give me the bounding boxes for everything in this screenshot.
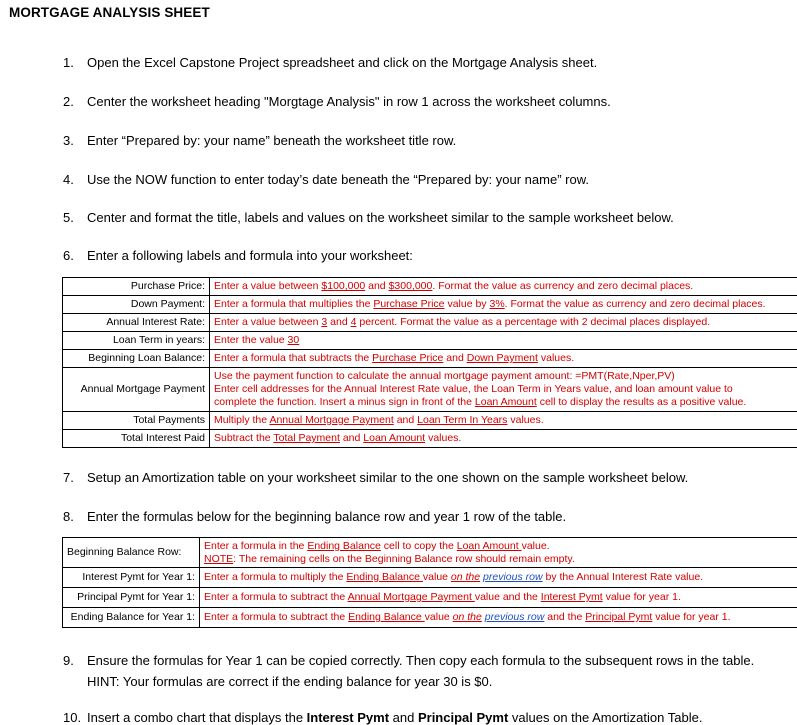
row-instruction: Enter a formula that multiplies the Purchase Price value by 3%. Format the value as currency and zero decimal places. bbox=[210, 296, 797, 314]
row-instruction: Enter a formula to subtract the Ending Balance value on the previous row and the Principal Pymt value for year 1. bbox=[200, 608, 797, 628]
mortgage-labels-table bbox=[62, 277, 797, 448]
hint-text: HINT: Your formulas are correct if the ending balance for year 30 is $0. bbox=[87, 674, 492, 689]
row-label: Beginning Loan Balance: bbox=[63, 350, 210, 368]
table-row bbox=[63, 332, 797, 350]
row-instruction: Use the payment function to calculate the annual mortgage payment amount: =PMT(Rate,Nper,PV) Enter cell addresses for the Annual Interest Rate value, the Loan Term in Years value, and loan amount value to complete the function. Insert a minus sign in front of the Loan Amount cell to display the results as a positive value. bbox=[210, 368, 797, 412]
table-row bbox=[63, 350, 797, 368]
table-row bbox=[63, 538, 797, 568]
row-instruction: Multiply the Annual Mortgage Payment and Loan Term In Years values. bbox=[210, 412, 797, 430]
row-instruction: Enter a formula that subtracts the Purchase Price and Down Payment values. bbox=[210, 350, 797, 368]
table-row bbox=[63, 430, 797, 448]
row-label: Principal Pymt for Year 1: bbox=[63, 588, 200, 608]
row-instruction: Enter a formula in the Ending Balance cell to copy the Loan Amount value. NOTE: The remaining cells on the Beginning Balance row should remain empty. bbox=[200, 538, 797, 568]
row-label: Down Payment: bbox=[63, 296, 210, 314]
row-label: Annual Interest Rate: bbox=[63, 314, 210, 332]
step-3: 3. Enter “Prepared by: your name” beneath the worksheet title row. bbox=[63, 133, 456, 148]
row-label: Purchase Price: bbox=[63, 278, 210, 296]
row-label: Ending Balance for Year 1: bbox=[63, 608, 200, 628]
table-row bbox=[63, 296, 797, 314]
step-2: 2. Center the worksheet heading "Morgtage Analysis" in row 1 across the worksheet columns. bbox=[63, 94, 611, 109]
step-9: 9. Ensure the formulas for Year 1 can be copied correctly. Then copy each formula to the subsequent rows in the table. bbox=[63, 653, 754, 668]
table-row bbox=[63, 314, 797, 332]
step-5: 5. Center and format the title, labels and values on the worksheet similar to the sample worksheet below. bbox=[63, 210, 674, 225]
table-row bbox=[63, 412, 797, 430]
table-row bbox=[63, 278, 797, 296]
table-row bbox=[63, 568, 797, 588]
row-instruction: Enter a formula to subtract the Annual Mortgage Payment value and the Interest Pymt value for year 1. bbox=[200, 588, 797, 608]
row-label: Annual Mortgage Payment bbox=[63, 368, 210, 412]
table-row bbox=[63, 368, 797, 412]
row-label: Total Payments bbox=[63, 412, 210, 430]
row-label: Interest Pymt for Year 1: bbox=[63, 568, 200, 588]
row-label: Loan Term in years: bbox=[63, 332, 210, 350]
table-row bbox=[63, 608, 797, 628]
row-label: Total Interest Paid bbox=[63, 430, 210, 448]
row-instruction: Enter a value between 3 and 4 percent. Format the value as a percentage with 2 decimal places displayed. bbox=[210, 314, 797, 332]
step-6: 6. Enter a following labels and formula into your worksheet: bbox=[63, 248, 413, 263]
step-4: 4. Use the NOW function to enter today’s date beneath the “Prepared by: your name” row. bbox=[63, 172, 589, 187]
step-1: 1. Open the Excel Capstone Project spreadsheet and click on the Mortgage Analysis sheet. bbox=[63, 55, 597, 70]
page-title: MORTGAGE ANALYSIS SHEET bbox=[9, 5, 210, 20]
step-8: 8. Enter the formulas below for the beginning balance row and year 1 row of the table. bbox=[63, 509, 566, 524]
row-instruction: Enter a value between $100,000 and $300,000. Format the value as currency and zero decimal places. bbox=[210, 278, 797, 296]
step-10: 10. Insert a combo chart that displays the Interest Pymt and Principal Pymt values on the Amortization Table. bbox=[63, 710, 702, 725]
amortization-formulas-table bbox=[62, 537, 797, 628]
row-label: Beginning Balance Row: bbox=[63, 538, 200, 568]
row-instruction: Subtract the Total Payment and Loan Amount values. bbox=[210, 430, 797, 448]
table-row bbox=[63, 588, 797, 608]
row-instruction: Enter a formula to multiply the Ending Balance value on the previous row by the Annual Interest Rate value. bbox=[200, 568, 797, 588]
step-7: 7. Setup an Amortization table on your worksheet similar to the one shown on the sample worksheet below. bbox=[63, 470, 688, 485]
row-instruction: Enter the value 30 bbox=[210, 332, 797, 350]
